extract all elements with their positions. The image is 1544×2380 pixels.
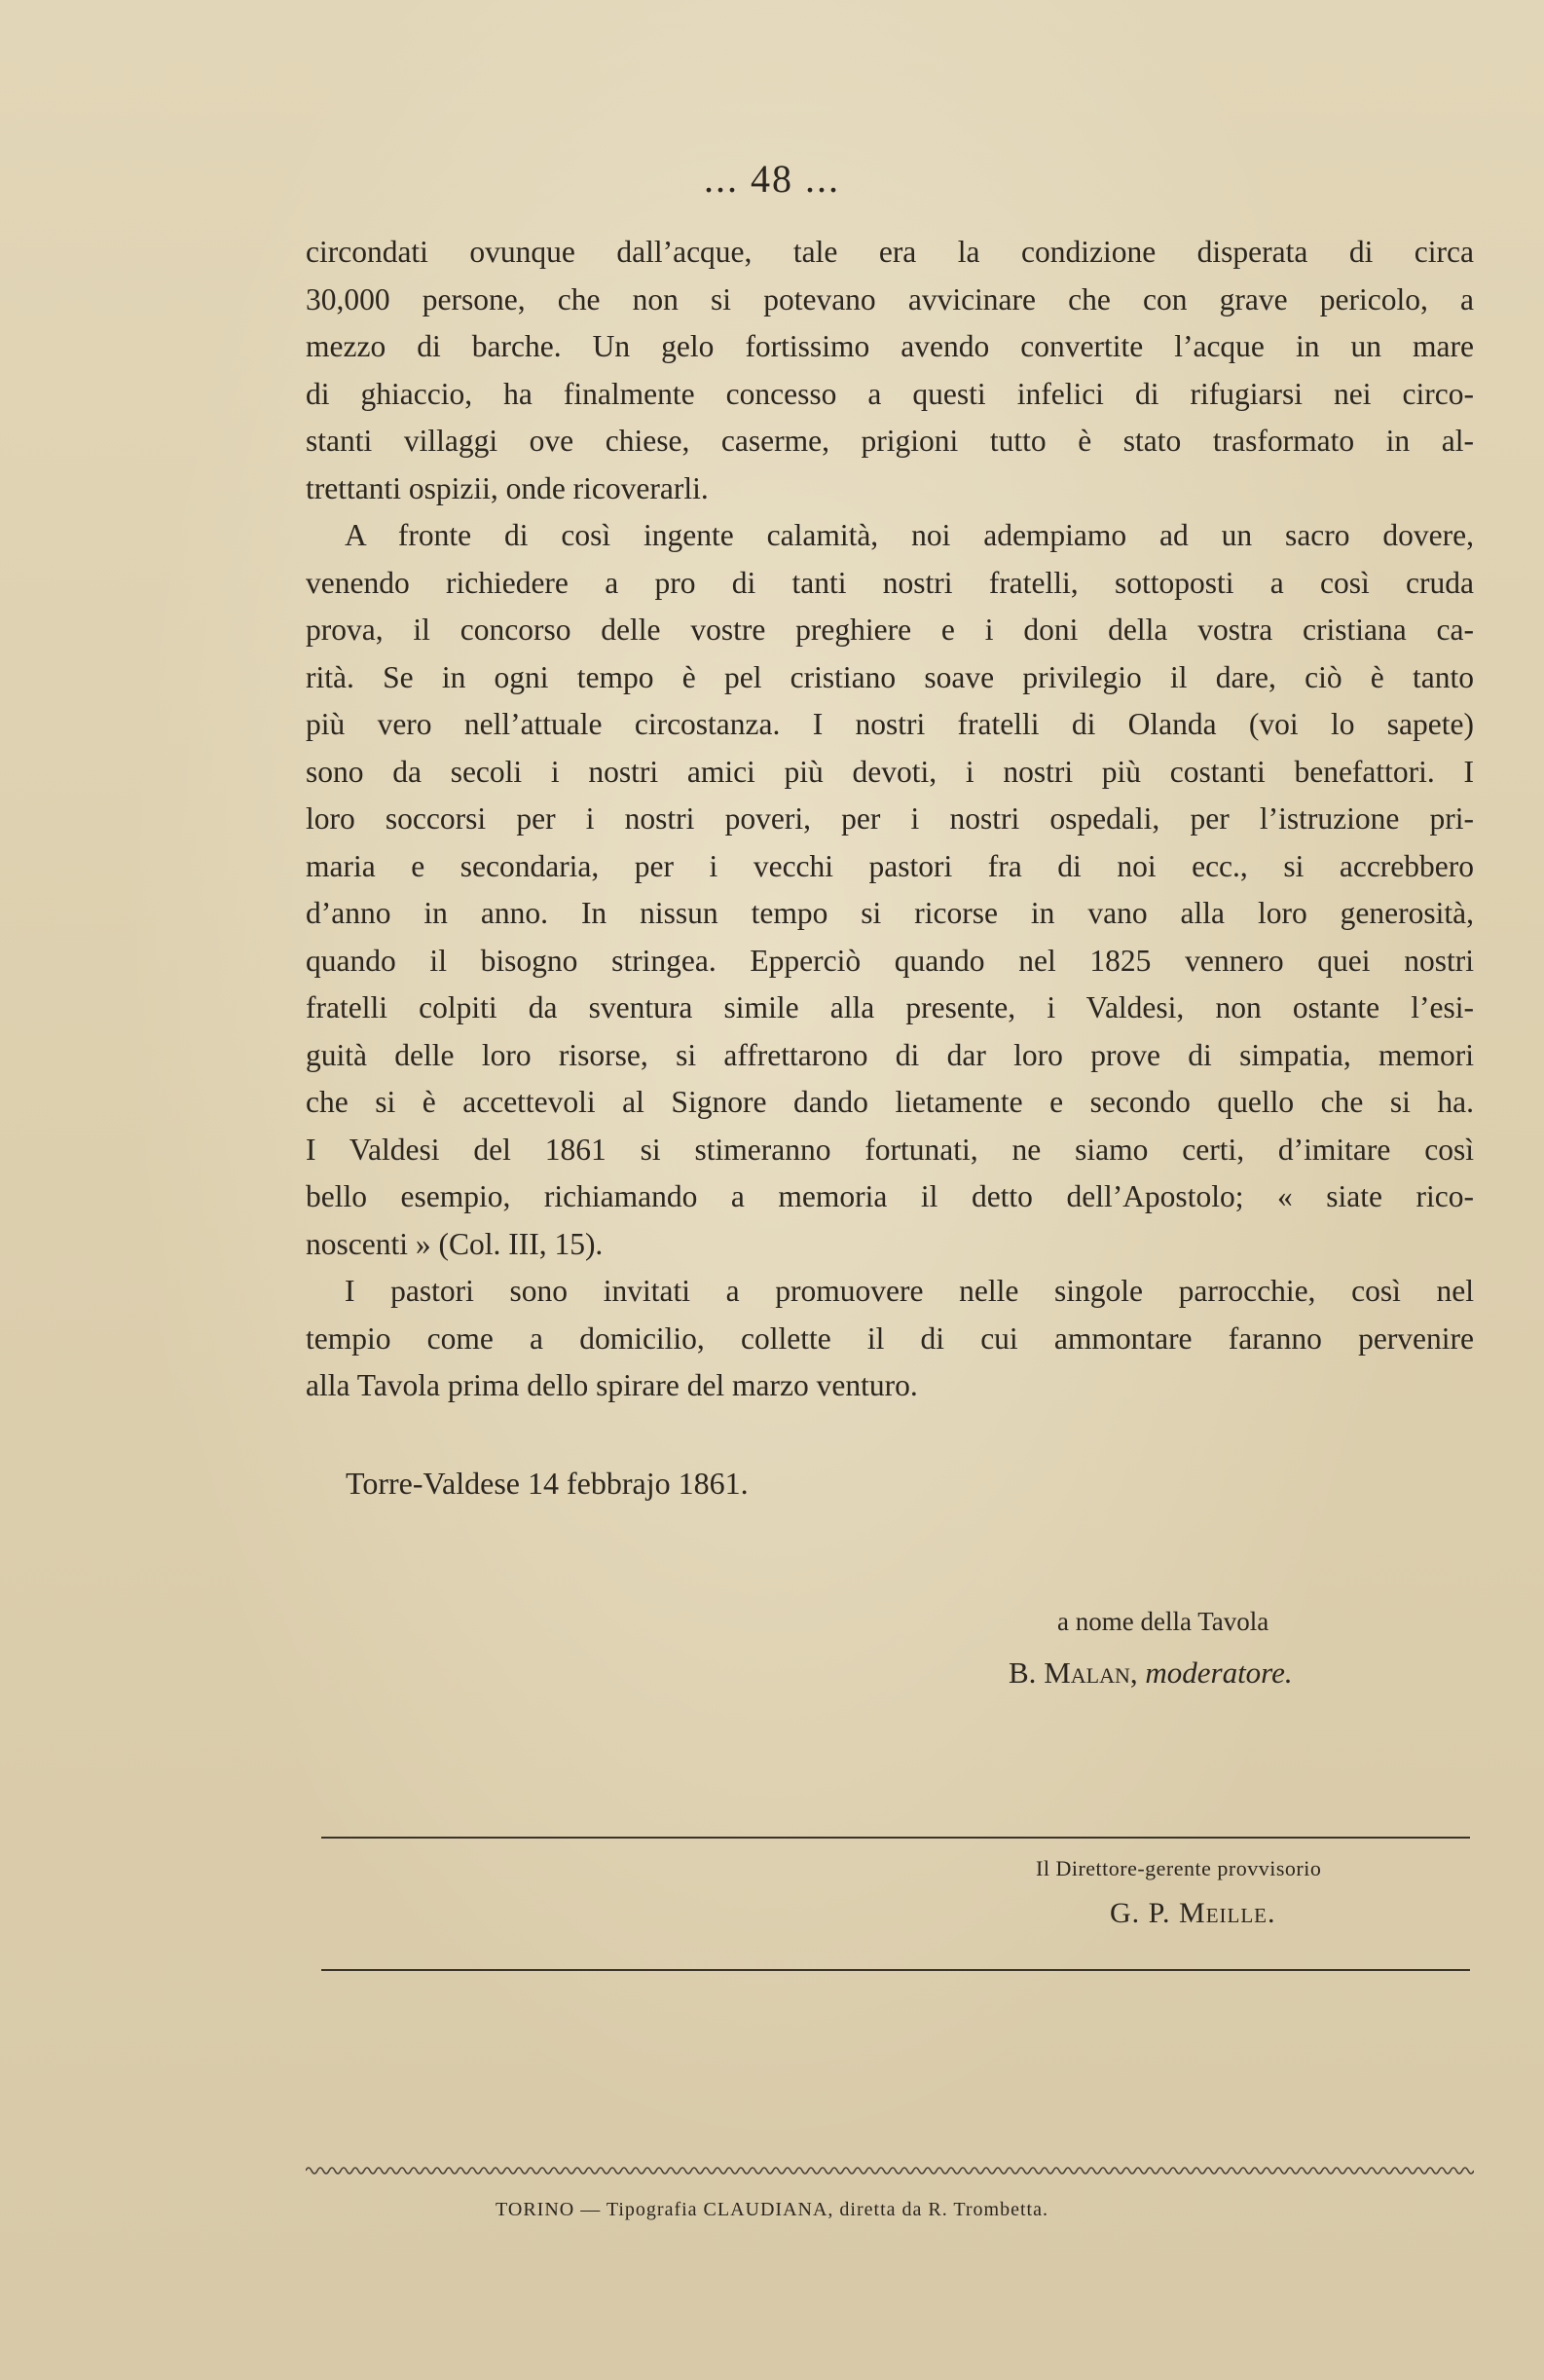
text-line: loro soccorsi per i nostri poveri, per i nostri ospedali, per l’istruzione pri- [306,801,1474,836]
signature-name [1009,1655,1293,1691]
text-line: rità. Se in ogni tempo è pel cristiano soave privilegio il dare, ciò è tanto [306,659,1474,694]
text-line: sono da secoli i nostri amici più devoti, i nostri più costanti benefattori. I [306,754,1474,789]
text-line: bello esempio, richiamando a memoria il detto dell’Apostolo; « siate rico- [306,1179,1474,1213]
page-number: ... 48 ... [704,157,840,201]
text-line: di ghiaccio, ha finalmente concesso a questi infelici di rifugiarsi nei circo- [306,376,1474,411]
text-line: I pastori sono invitati a promuovere nelle singole parrocchie, così nel [345,1274,1474,1308]
text-line: d’anno in anno. In nissun tempo si ricorse in vano alla loro generosità, [306,896,1474,930]
signature-surname: Malan, [1044,1655,1138,1690]
text-line: venendo richiedere a pro di tanti nostri fratelli, sottoposti a così cruda [306,565,1474,600]
ornamental-wavy-rule [306,2164,1474,2177]
text-line: maria e secondaria, per i vecchi pastori fra di noi ecc., si accrebbero [306,848,1474,883]
text-line: alla Tavola prima dello spirare del marzo venturo. [306,1368,918,1402]
director-title: Il Direttore-gerente provvisorio [1036,1856,1322,1880]
divider-rule [321,1969,1470,1971]
text-line: mezzo di barche. Un gelo fortissimo avendo convertite l’acque in un mare [306,329,1474,363]
text-line: più vero nell’attuale circostanza. I nostri fratelli di Olanda (voi lo sapete) [306,707,1474,741]
text-line: prova, il concorso delle vostre preghiere e i doni della vostra cristiana ca- [306,613,1474,647]
printer-imprint: TORINO — Tipografia CLAUDIANA, diretta da R. Trombetta. [496,2199,1048,2220]
director-initials: G. P. [1110,1897,1171,1929]
signature-on-behalf: a nome della Tavola [1057,1607,1269,1636]
text-line: 30,000 persone, che non si potevano avvicinare che con grave pericolo, a [306,281,1474,316]
signature-initial: B. [1009,1655,1037,1690]
text-line: stanti villaggi ove chiese, caserme, prigioni tutto è stato trasformato in al- [306,424,1474,458]
text-line: noscenti » (Col. III, 15). [306,1226,604,1261]
text-line: A fronte di così ingente calamità, noi adempiamo ad un sacro dovere, [345,518,1474,552]
divider-rule [321,1837,1470,1839]
text-line: che si è accettevoli al Signore dando lietamente e secondo quello che si ha. [306,1085,1474,1119]
text-line: fratelli colpiti da sventura simile alla presente, i Valdesi, non ostante l’esi- [306,990,1474,1024]
director-surname: Meille. [1179,1897,1276,1929]
text-line: circondati ovunque dall’acque, tale era la condizione disperata di circa [306,235,1474,269]
director-name [1110,1897,1276,1930]
body-text [306,229,1474,1410]
text-line: trettanti ospizii, onde ricoverarli. [306,470,709,505]
dateline: Torre-Valdese 14 febbrajo 1861. [346,1466,749,1501]
signature-role: moderatore. [1145,1655,1293,1690]
text-line: I Valdesi del 1861 si stimeranno fortunati, ne siamo certi, d’imitare così [306,1132,1474,1167]
text-line: quando il bisogno stringea. Epperciò quando nel 1825 vennero quei nostri [306,943,1474,978]
text-line: guità delle loro risorse, si affrettarono di dar loro prove di simpatia, memori [306,1037,1474,1072]
text-line: tempio come a domicilio, collette il di cui ammontare faranno pervenire [306,1320,1474,1356]
